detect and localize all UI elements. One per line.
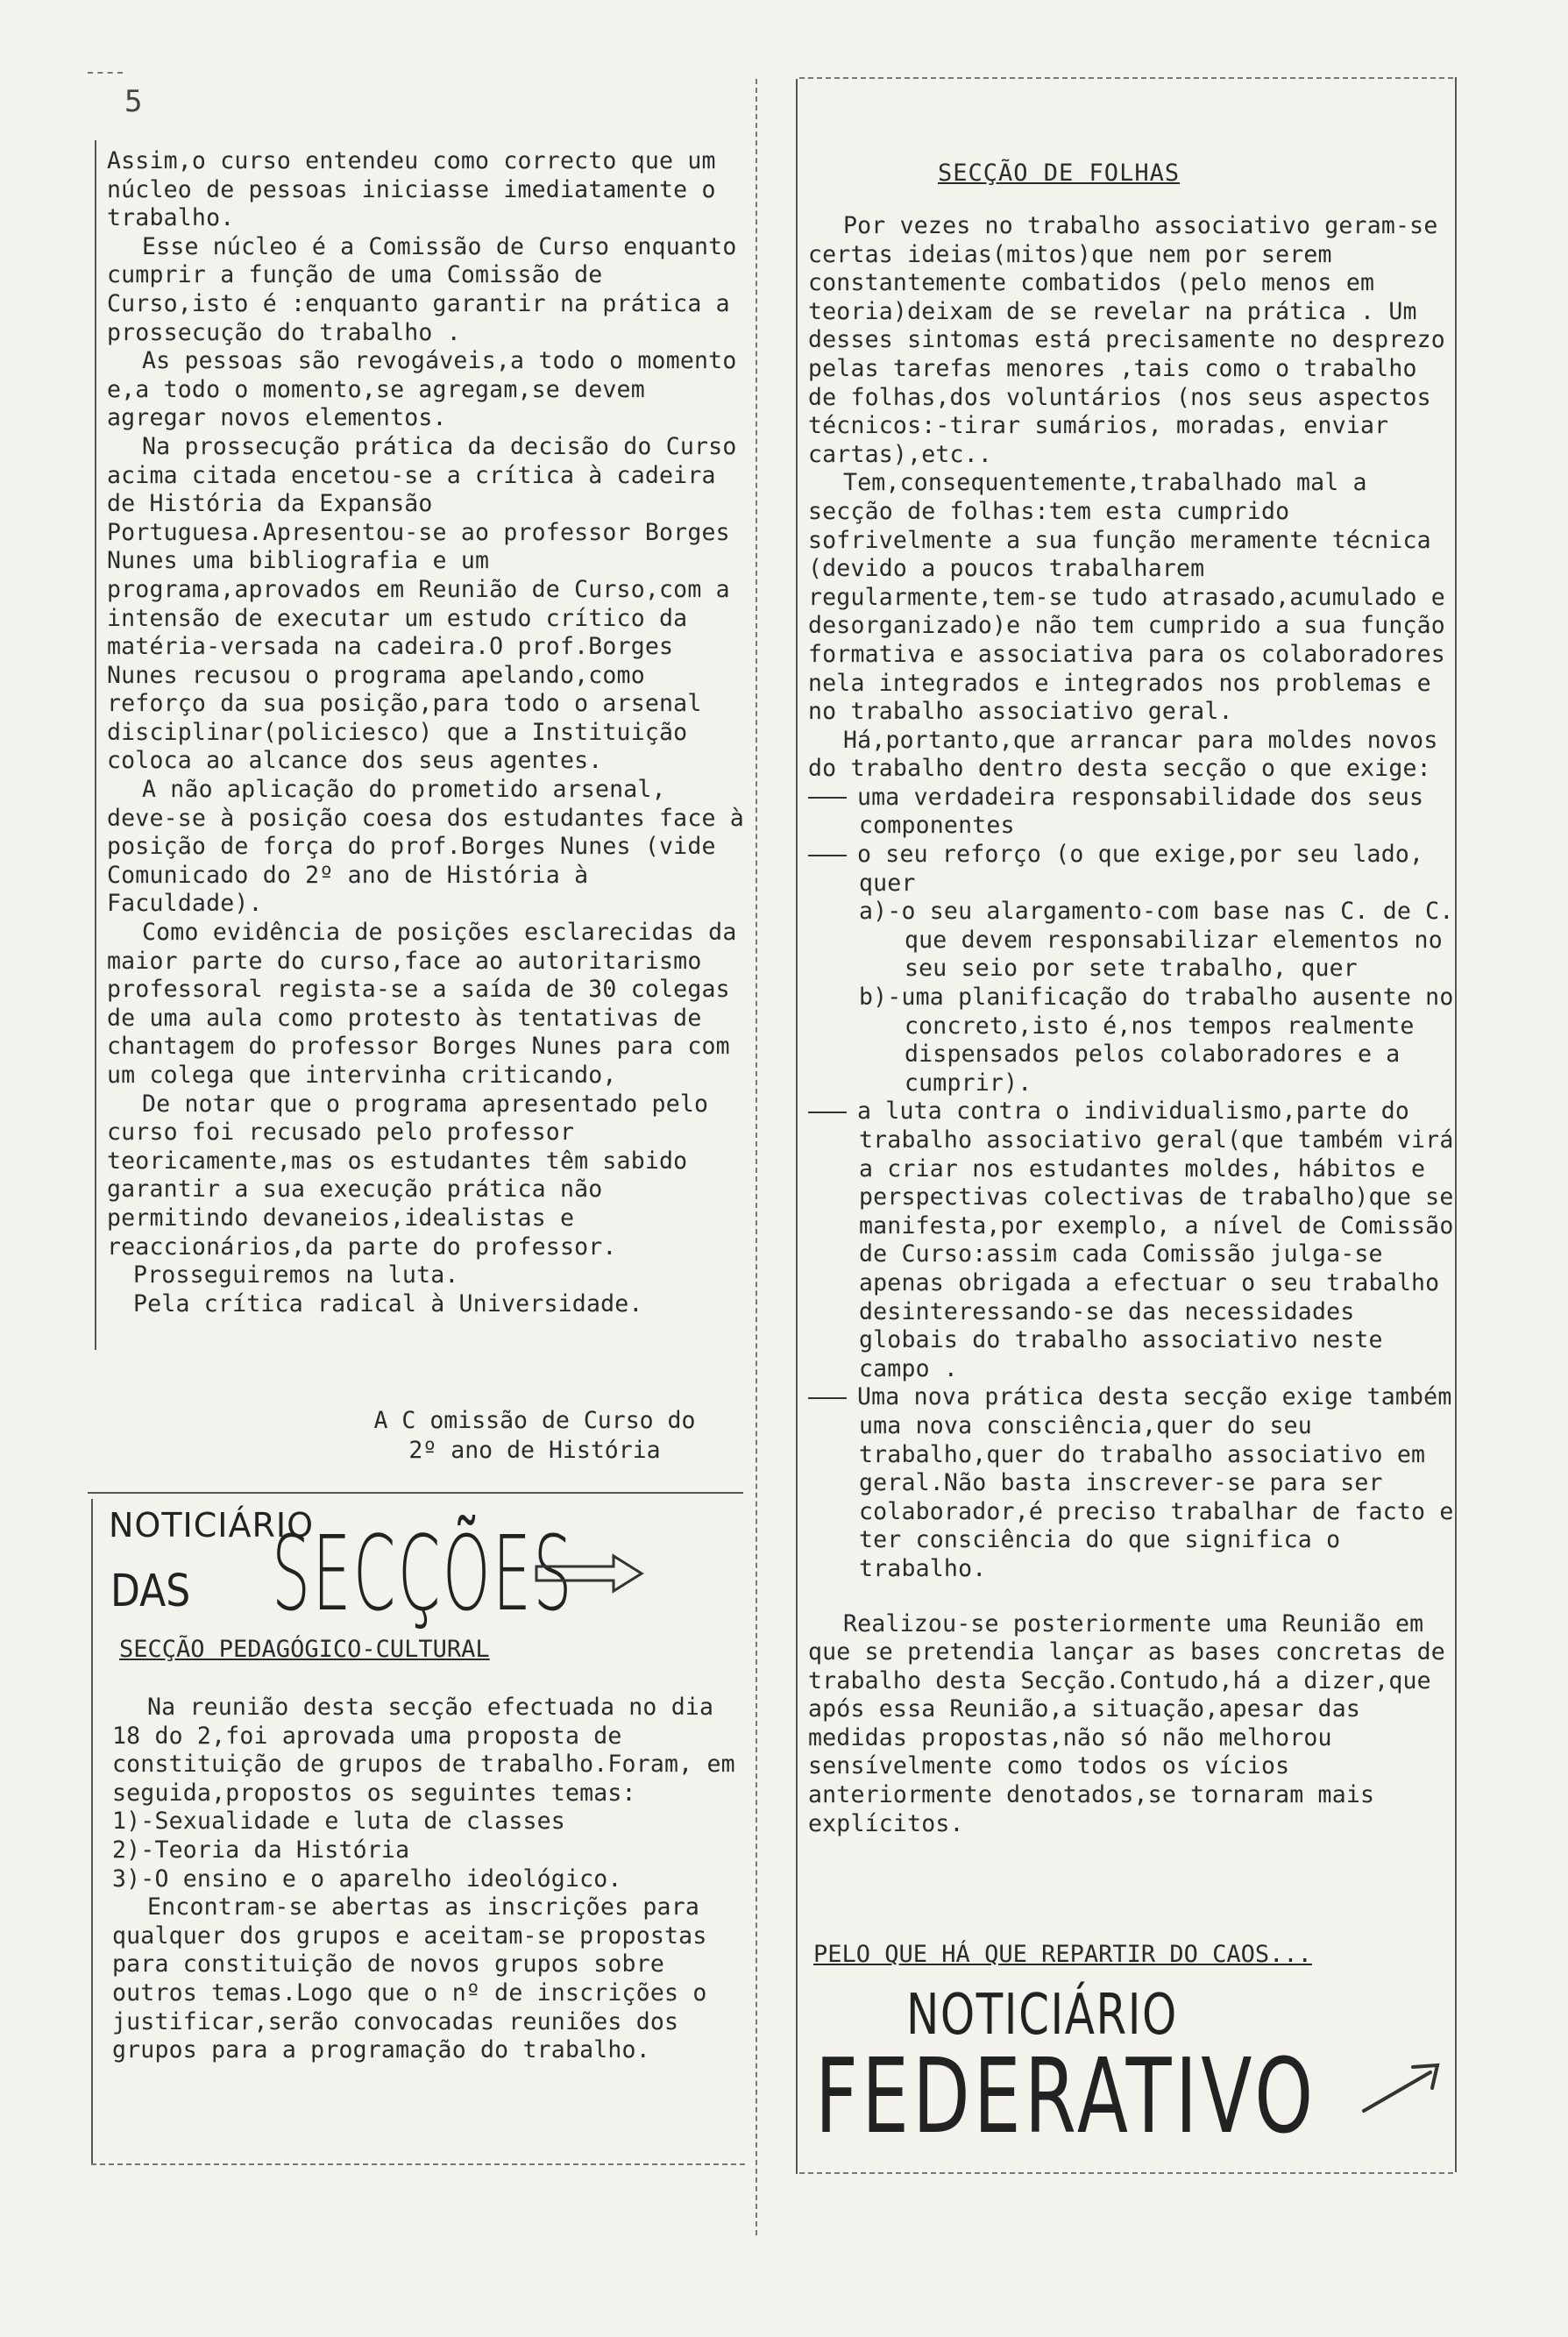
lower-left-rule — [91, 1499, 93, 2165]
sub-item: a)-o seu alargamento-com base nas C. de C. que devem responsabilizar elementos no seu seio por sete trabalho, quer — [859, 898, 1454, 983]
noticiario-federativo-label: NOTICIÁRIO — [906, 1983, 1178, 2048]
signature — [342, 1406, 727, 1466]
section-divider — [88, 1492, 743, 1494]
paragraph: Na reunião desta secção efectuada no dia 18 do 2,foi aprovada uma proposta de constituição de grupos de trabalho.Foram, em seguida,propostos os seguintes temas: — [112, 1694, 735, 1807]
list-dash — [808, 855, 847, 856]
seccao-folhas-heading: SECÇÃO DE FOLHAS — [938, 160, 1181, 187]
paragraph: Pela crítica radical à Universidade. — [133, 1289, 643, 1318]
list-dash — [808, 1112, 847, 1113]
right-column-top-rule — [799, 77, 1453, 79]
left-column-right-rule — [756, 79, 757, 2235]
paragraph: Por vezes no trabalho associativo geram-se certas ideias(mitos)que nem por serem constantemente combatidos (pelo menos em teoria)deixam de se revelar na prática . Um desses sintomas está precisamente no desprezo pelas tarefas menores ,tais como o trabalho de folhas,dos voluntários (nos seus aspectos técnicos:-tirar sumários, moradas, enviar cartas),etc.. — [808, 212, 1445, 468]
list-dash — [808, 1397, 847, 1399]
theme-item: 3)-O ensino e o aparelho ideológico. — [112, 1865, 622, 1893]
federativo-title: FEDERATIVO — [815, 2035, 1317, 2156]
paragraph: As pessoas são revogáveis,a todo o momento e,a todo o momento,se agregam,se devem agregar novos elementos. — [107, 347, 737, 432]
theme-item: 2)-Teoria da História — [112, 1836, 410, 1864]
right-column-left-rule — [796, 79, 798, 2174]
paragraph: Esse núcleo é a Comissão de Curso enquanto cumprir a função de uma Comissão de Curso,isto é :enquanto garantir na prática a prossecução do trabalho . — [107, 232, 737, 346]
theme-item: 1)-Sexualidade e luta de classes — [112, 1808, 565, 1836]
arrow-right-icon — [533, 1552, 647, 1595]
list-item-text: a luta contra o individualismo,parte do trabalho associativo geral(que também virá a criar nos estudantes moldes, hábitos e perspectivas colectivas de trabalho)que se manifesta,por exemplo, a nível de Comissão de Curso:assim cada Comissão julga-se apenas obrigada a efectuar o seu trabalho desinteressando-se das necessidades globais do trabalho associativo neste campo . — [857, 1097, 1454, 1382]
left-article — [107, 147, 745, 1318]
paragraph: Na prossecução prática da decisão do Curso acima citada encetou-se a crítica à cadeira de História da Expansão Portuguesa.Apresentou-se ao professor Borges Nunes uma bibliografia e um programa,aprovados em Reunião de Curso,com a intensão de executar um estudo crítico da matéria-versada na cadeira.O prof.Borges Nunes recusou o programa apelando,como reforço da sua posição,para todo o arsenal disciplinar(policiesco) que a Instituição coloca ao alcance dos seus agentes. — [107, 432, 737, 775]
signature-line: 2º ano de História — [408, 1437, 661, 1464]
sub-item: b)-uma planificação do trabalho ausente no concreto,isto é,nos tempos realmente dispensados pelos colaboradores e a cumprir). — [859, 984, 1454, 1097]
paragraph: Realizou-se posteriormente uma Reunião em que se pretendia lançar as bases concretas de trabalho desta Secção.Contudo,há a dizer,que após essa Reunião,a situação,apesar das medidas propostas,não só não melhorou sensívelmente como todos os vícios anteriormente denotados,se tornaram mais explícitos. — [808, 1609, 1445, 1837]
signature-line: A C omissão de Curso do — [373, 1407, 696, 1434]
arrow-right-icon — [1357, 2051, 1453, 2121]
list-item — [808, 1097, 1458, 1383]
seccao-pedagogico-body — [112, 1694, 743, 2065]
das-label: DAS — [110, 1566, 191, 1617]
list-item — [808, 1383, 1458, 1583]
paragraph: Há,portanto,que arrancar para moldes novos do trabalho dentro desta secção o que exige: — [808, 726, 1438, 783]
closing-line: PELO QUE HÁ QUE REPARTIR DO CAOS... — [813, 1941, 1312, 1968]
left-column-rule — [95, 140, 96, 1350]
page-number: 5 — [124, 84, 143, 119]
seccao-folhas-body — [808, 212, 1458, 1838]
list-item — [808, 841, 1458, 898]
paragraph: De notar que o programa apresentado pelo curso foi recusado pelo professor teoricamente,mas os estudantes têm sabido garantir a sua execução prática não permitindo devaneios,idealistas e reaccionários,da parte do professor. — [107, 1090, 709, 1261]
list-item-text: Uma nova prática desta secção exige também uma nova consciência,quer do seu trabalho,quer do trabalho associativo em geral.Não basta inscrever-se para ser colaborador,é preciso trabalhar de facto e ter consciência do que significa o trabalho. — [857, 1383, 1454, 1582]
paragraph: Tem,consequentemente,trabalhado mal a secção de folhas:tem esta cumprido sofrivelmente a sua função meramente técnica (devido a poucos trabalharem regularmente,tem-se tudo atrasado,acumulado e desorganizado)e não tem cumprido a sua função formativa e associativa para os colaboradores nela integrados e integrados nos problemas e no trabalho associativo geral. — [808, 469, 1445, 726]
seccao-pedagogico-heading: SECÇÃO PEDAGÓGICO-CULTURAL — [119, 1636, 490, 1663]
seccoes-title: SECÇÕES — [272, 1515, 574, 1635]
paragraph: Como evidência de posições esclarecidas da maior parte do curso,face ao autoritarismo professoral regista-se a saída de 30 colegas de uma aula como protesto às tentativas de chantagem do professor Borges Nunes para com um colega que intervinha criticando, — [107, 919, 737, 1089]
top-rule-left — [88, 72, 123, 74]
lower-left-bottom-rule — [91, 2163, 745, 2165]
list-dash — [808, 797, 847, 799]
paragraph: Encontram-se abertas as inscrições para qualquer dos grupos e aceitam-se propostas para constituição de novos grupos sobre outros temas.Logo que o nº de inscrições o justificar,serão convocadas reuniões dos grupos para a programação do trabalho. — [112, 1893, 707, 2064]
list-item-text: uma verdadeira responsabilidade dos seus componentes — [857, 783, 1424, 840]
right-column-bottom-rule — [799, 2172, 1453, 2174]
paragraph: A não aplicação do prometido arsenal, deve-se à posição coesa dos estudantes face à posição de força do prof.Borges Nunes (vide Comunicado do 2º ano de História à Faculdade). — [107, 776, 744, 918]
paragraph: Prosseguiremos na luta. — [133, 1261, 459, 1289]
paragraph: Assim,o curso entendeu como correcto que um núcleo de pessoas iniciasse imediatamente o trabalho. — [107, 147, 716, 232]
list-item-text: o seu reforço (o que exige,por seu lado, quer — [857, 841, 1424, 897]
noticiario-label: NOTICIÁRIO — [109, 1506, 315, 1545]
list-item — [808, 784, 1458, 841]
